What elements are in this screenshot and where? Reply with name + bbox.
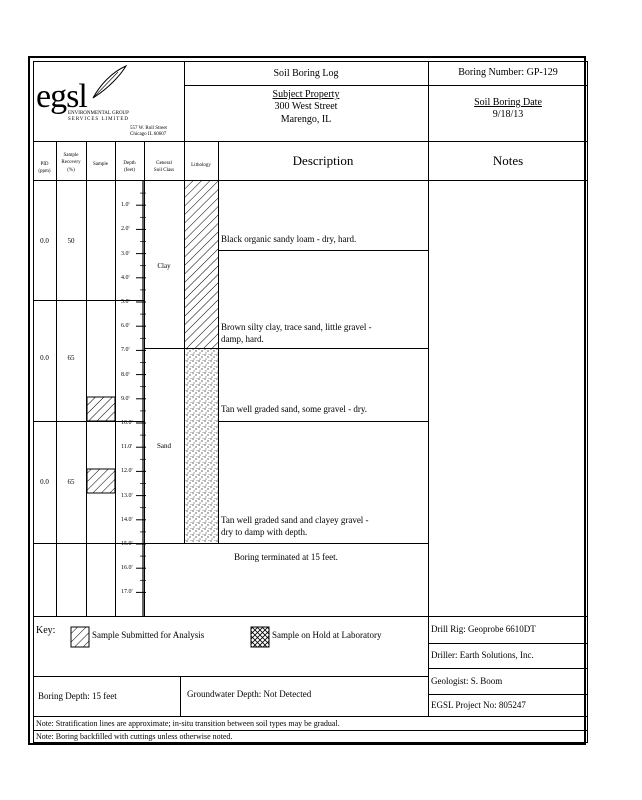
key-label: Key: xyxy=(36,625,56,636)
depth-tick-label: 17.0' xyxy=(121,589,133,596)
pid-value: 0.0 xyxy=(40,237,49,245)
logo-text: egsl xyxy=(36,78,87,115)
boring-depth: Boring Depth: 15 feet xyxy=(38,691,117,701)
subject-street: 300 West Street xyxy=(274,101,338,112)
logo-tagline: SERVICES LIMITED xyxy=(68,117,130,122)
boring-date-label: Soil Boring Date xyxy=(474,97,542,108)
pid-value: 0.0 xyxy=(40,478,49,486)
depth-tick-label: 16.0' xyxy=(121,565,133,572)
subject-property-label: Subject Property xyxy=(272,89,340,100)
note-backfill: Note: Boring backfilled with cuttings unless otherwise noted. xyxy=(36,732,233,741)
col-soil-class: General xyxy=(156,161,172,166)
note-stratification: Note: Stratification lines are approximate; in-situ transition between soil types may be gradual. xyxy=(36,719,340,728)
depth-tick-label: 3.0' xyxy=(121,250,130,257)
driller: Driller: Earth Solutions, Inc. xyxy=(431,650,534,660)
col-pid: PID xyxy=(40,162,49,167)
depth-tick-label: 4.0' xyxy=(121,274,130,281)
soil-class-sand: Sand xyxy=(157,442,171,450)
depth-tick-label: 10.0' xyxy=(121,420,133,426)
col-recovery: Sample xyxy=(63,153,79,158)
description-line: Tan well graded sand, some gravel - dry. xyxy=(221,404,367,414)
col-pid-unit: (ppm) xyxy=(38,169,51,174)
recovery-value: 65 xyxy=(67,478,75,486)
log-title: Soil Boring Log xyxy=(273,68,339,79)
drill-rig: Drill Rig: Geoprobe 6610DT xyxy=(431,624,536,634)
key-submitted-label: Sample Submitted for Analysis xyxy=(92,630,205,640)
depth-tick-label: 11.0' xyxy=(121,444,133,451)
depth-tick-label: 2.0' xyxy=(121,226,130,233)
depth-tick-label: 6.0' xyxy=(121,323,130,330)
description-line: Tan well graded sand and clayey gravel - xyxy=(221,515,369,525)
company-address: Chicago IL 60607 xyxy=(130,132,167,137)
boring-number: Boring Number: GP-129 xyxy=(458,67,558,78)
col-depth-unit: (feet) xyxy=(124,168,135,173)
depth-tick-label: 5.0' xyxy=(121,299,130,305)
depth-tick-label: 13.0' xyxy=(121,492,133,499)
depth-tick-label: 8.0' xyxy=(121,371,130,378)
col-recovery-unit: (%) xyxy=(67,168,75,173)
pid-value: 0.0 xyxy=(40,354,49,362)
subject-city: Marengo, IL xyxy=(280,114,332,125)
description-line: dry to damp with depth. xyxy=(221,527,308,537)
depth-tick-label: 1.0' xyxy=(121,202,130,209)
key-on-hold-label: Sample on Hold at Laboratory xyxy=(272,630,382,640)
recovery-value: 50 xyxy=(67,237,75,245)
depth-tick-label: 15.0' xyxy=(121,541,133,547)
col-lithology: Lithology xyxy=(191,163,211,168)
col-sample: Sample xyxy=(93,162,108,167)
depth-tick-label: 9.0' xyxy=(121,395,130,402)
company-address: 557 W. Roll Street xyxy=(130,126,167,131)
geologist: Geologist: S. Boom xyxy=(431,676,503,686)
col-soil-class: Soil Class xyxy=(153,168,175,173)
description-line: Brown silty clay, trace sand, little gravel - xyxy=(221,322,372,332)
groundwater-depth: Groundwater Depth: Not Detected xyxy=(187,689,312,699)
col-recovery: Recovery xyxy=(61,160,81,165)
boring-date-value: 9/18/13 xyxy=(492,109,524,120)
description-line: Black organic sandy loam - dry, hard. xyxy=(221,234,357,244)
depth-tick-label: 7.0' xyxy=(121,347,130,354)
recovery-value: 65 xyxy=(67,354,75,362)
depth-tick-label: 12.0' xyxy=(121,468,133,475)
logo-tagline: ENVIRONMENTAL GROUP xyxy=(68,111,129,116)
boring-termination: Boring terminated at 15 feet. xyxy=(234,552,338,562)
col-notes: Notes xyxy=(492,153,524,168)
col-depth: Depth xyxy=(123,161,136,166)
project-number: EGSL Project No: 805247 xyxy=(431,700,526,710)
col-description: Description xyxy=(292,153,354,168)
depth-tick-label: 14.0' xyxy=(121,516,133,523)
soil-class-clay: Clay xyxy=(157,262,171,270)
description-line: damp, hard. xyxy=(221,334,264,344)
